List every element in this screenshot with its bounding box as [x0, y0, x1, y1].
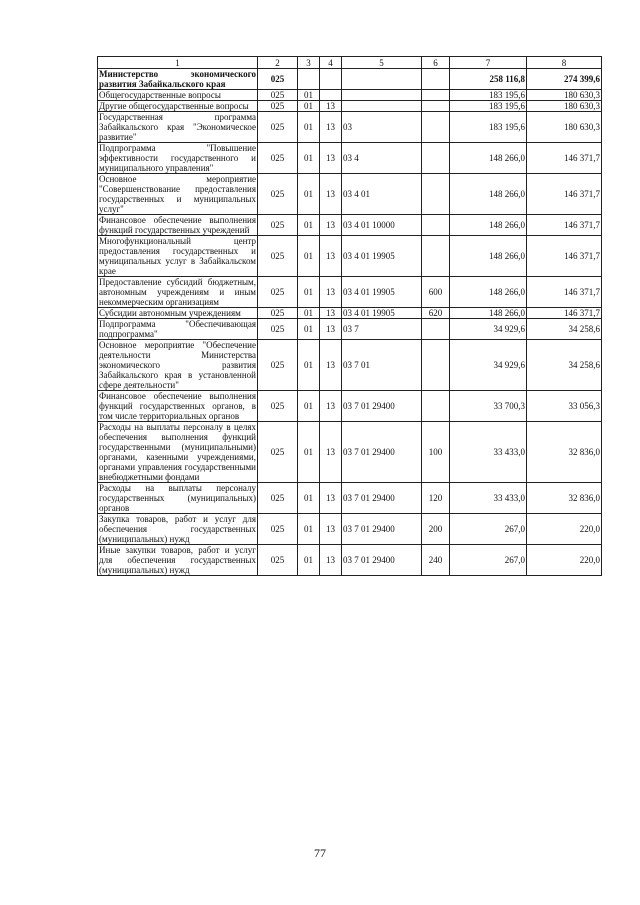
- target-article-cell: 03 4 01 19905: [342, 277, 422, 308]
- amount-year2-cell: 146 371,7: [527, 174, 602, 215]
- admin-code-cell: 025: [258, 422, 298, 483]
- subsection-code-cell: 13: [320, 340, 342, 391]
- section-code-cell: 01: [298, 112, 320, 143]
- admin-code-cell: 025: [258, 514, 298, 545]
- row-name-cell: Министерство экономического развития Забайкальского края: [99, 69, 256, 89]
- admin-code-cell: 025: [258, 545, 298, 576]
- table-row: [98, 90, 602, 101]
- row-name-cell: Расходы на выплаты персоналу государственных (муниципальных) органов: [99, 483, 256, 513]
- row-name-cell: Подпрограмма "Обеспечивающая подпрограмма": [99, 319, 256, 339]
- section-code-cell: 01: [298, 340, 320, 391]
- amount-year1-cell: 267,0: [450, 514, 527, 545]
- subsection-code-cell: 13: [320, 101, 342, 112]
- subsection-code-cell: [320, 90, 342, 101]
- amount-year2-cell: 220,0: [527, 514, 602, 545]
- expense-type-cell: [422, 101, 450, 112]
- table-row: [98, 483, 602, 514]
- expense-type-cell: 600: [422, 277, 450, 308]
- target-article-cell: [342, 69, 422, 90]
- amount-year2-cell: 34 258,6: [527, 319, 602, 340]
- subsection-code-cell: 13: [320, 236, 342, 277]
- amount-year1-cell: 33 700,3: [450, 391, 527, 422]
- row-name-cell: Финансовое обеспечение выполнения функций государственных органов, в том числе территориальных органов: [99, 391, 256, 421]
- target-article-cell: 03 4 01: [342, 174, 422, 215]
- target-article-cell: 03 7 01: [342, 340, 422, 391]
- amount-year1-cell: 258 116,8: [450, 69, 527, 90]
- row-name-cell: Многофункциональный центр предоставления государственных и муниципальных услуг в Забайкальском крае: [99, 236, 256, 276]
- amount-year1-cell: 183 195,6: [450, 112, 527, 143]
- section-code-cell: 01: [298, 101, 320, 112]
- expense-type-cell: 620: [422, 308, 450, 319]
- subsection-code-cell: 13: [320, 112, 342, 143]
- amount-year2-cell: 33 056,3: [527, 391, 602, 422]
- subsection-code-cell: 13: [320, 277, 342, 308]
- table-row: [98, 174, 602, 215]
- target-article-cell: 03 4 01 10000: [342, 215, 422, 236]
- expense-type-cell: [422, 112, 450, 143]
- budget-table: [97, 56, 602, 576]
- target-article-cell: 03 7: [342, 319, 422, 340]
- expense-type-cell: [422, 90, 450, 101]
- amount-year1-cell: 148 266,0: [450, 143, 527, 174]
- section-code-cell: 01: [298, 143, 320, 174]
- subsection-code-cell: 13: [320, 174, 342, 215]
- amount-year2-cell: 180 630,3: [527, 90, 602, 101]
- row-name-cell: Подпрограмма "Повышение эффективности государственного и муниципального управления": [99, 143, 256, 173]
- amount-year1-cell: 34 929,6: [450, 319, 527, 340]
- amount-year1-cell: 33 433,0: [450, 422, 527, 483]
- amount-year2-cell: 34 258,6: [527, 340, 602, 391]
- table-row: [98, 277, 602, 308]
- section-code-cell: 01: [298, 422, 320, 483]
- amount-year1-cell: 34 929,6: [450, 340, 527, 391]
- subsection-code-cell: 13: [320, 545, 342, 576]
- admin-code-cell: 025: [258, 277, 298, 308]
- subsection-code-cell: 13: [320, 391, 342, 422]
- row-name-cell: Общегосударственные вопросы: [98, 90, 258, 101]
- amount-year2-cell: 32 836,0: [527, 422, 602, 483]
- header-cell: 3: [298, 57, 320, 69]
- row-name-cell: Субсидии автономным учреждениям: [98, 308, 258, 319]
- admin-code-cell: 025: [258, 174, 298, 215]
- table-row: [98, 422, 602, 483]
- section-code-cell: 01: [298, 391, 320, 422]
- page-number: 77: [314, 846, 326, 860]
- target-article-cell: 03 4: [342, 143, 422, 174]
- admin-code-cell: 025: [258, 90, 298, 101]
- expense-type-cell: [422, 69, 450, 90]
- header-cell: 5: [342, 57, 422, 69]
- target-article-cell: 03: [342, 112, 422, 143]
- table-row: [98, 545, 602, 576]
- subsection-code-cell: 13: [320, 308, 342, 319]
- target-article-cell: [342, 90, 422, 101]
- table-row: [98, 215, 602, 236]
- subsection-code-cell: 13: [320, 514, 342, 545]
- table-row: [98, 340, 602, 391]
- section-code-cell: 01: [298, 277, 320, 308]
- expense-type-cell: 120: [422, 483, 450, 514]
- target-article-cell: 03 7 01 29400: [342, 422, 422, 483]
- row-name-cell: Расходы на выплаты персоналу в целях обеспечения выполнения функций государственными (муниципальными) органами, казенными учреждениями, органами управления государственными внебюджетными фондами: [99, 422, 256, 482]
- expense-type-cell: [422, 215, 450, 236]
- amount-year1-cell: 33 433,0: [450, 483, 527, 514]
- table-row: [98, 69, 602, 90]
- amount-year1-cell: 148 266,0: [450, 215, 527, 236]
- amount-year1-cell: 183 195,6: [450, 101, 527, 112]
- admin-code-cell: 025: [258, 215, 298, 236]
- target-article-cell: 03 7 01 29400: [342, 514, 422, 545]
- row-name-cell: Иные закупки товаров, работ и услуг для обеспечения государственных (муниципальных) нужд: [99, 545, 256, 575]
- target-article-cell: 03 7 01 29400: [342, 545, 422, 576]
- table-row: [98, 514, 602, 545]
- subsection-code-cell: 13: [320, 422, 342, 483]
- admin-code-cell: 025: [258, 308, 298, 319]
- expense-type-cell: [422, 174, 450, 215]
- admin-code-cell: 025: [258, 69, 298, 90]
- admin-code-cell: 025: [258, 340, 298, 391]
- row-name-cell: Закупка товаров, работ и услуг для обеспечения государственных (муниципальных) нужд: [99, 514, 256, 544]
- amount-year1-cell: 267,0: [450, 545, 527, 576]
- expense-type-cell: 200: [422, 514, 450, 545]
- amount-year2-cell: 146 371,7: [527, 277, 602, 308]
- header-cell: 1: [98, 57, 258, 69]
- section-code-cell: 01: [298, 545, 320, 576]
- expense-type-cell: 100: [422, 422, 450, 483]
- amount-year2-cell: 146 371,7: [527, 236, 602, 277]
- amount-year1-cell: 183 195,6: [450, 90, 527, 101]
- expense-type-cell: [422, 340, 450, 391]
- admin-code-cell: 025: [258, 391, 298, 422]
- row-name-cell: Основное мероприятие "Совершенствование предоставления государственных и муниципальных услуг": [99, 174, 256, 214]
- expense-type-cell: [422, 391, 450, 422]
- row-name-cell: Другие общегосударственные вопросы: [98, 101, 258, 112]
- table-row: [98, 143, 602, 174]
- amount-year1-cell: 148 266,0: [450, 277, 527, 308]
- target-article-cell: 03 7 01 29400: [342, 391, 422, 422]
- table-row: [98, 391, 602, 422]
- header-cell: 7: [450, 57, 527, 69]
- admin-code-cell: 025: [258, 112, 298, 143]
- table-row: [98, 308, 602, 319]
- section-code-cell: 01: [298, 319, 320, 340]
- expense-type-cell: [422, 319, 450, 340]
- section-code-cell: 01: [298, 174, 320, 215]
- table-row: [98, 236, 602, 277]
- section-code-cell: 01: [298, 90, 320, 101]
- section-code-cell: 01: [298, 483, 320, 514]
- expense-type-cell: 240: [422, 545, 450, 576]
- subsection-code-cell: 13: [320, 319, 342, 340]
- subsection-code-cell: 13: [320, 215, 342, 236]
- header-cell: 6: [422, 57, 450, 69]
- target-article-cell: [342, 101, 422, 112]
- admin-code-cell: 025: [258, 101, 298, 112]
- amount-year2-cell: 180 630,3: [527, 101, 602, 112]
- amount-year2-cell: 146 371,7: [527, 308, 602, 319]
- section-code-cell: 01: [298, 215, 320, 236]
- admin-code-cell: 025: [258, 143, 298, 174]
- table-row: [98, 112, 602, 143]
- table-row: [98, 101, 602, 112]
- row-name-cell: Государственная программа Забайкальского края "Экономическое развитие": [99, 112, 256, 142]
- subsection-code-cell: [320, 69, 342, 90]
- section-code-cell: 01: [298, 514, 320, 545]
- target-article-cell: 03 4 01 19905: [342, 308, 422, 319]
- header-cell: 2: [258, 57, 298, 69]
- subsection-code-cell: 13: [320, 143, 342, 174]
- subsection-code-cell: 13: [320, 483, 342, 514]
- amount-year2-cell: 32 836,0: [527, 483, 602, 514]
- amount-year2-cell: 220,0: [527, 545, 602, 576]
- expense-type-cell: [422, 236, 450, 277]
- amount-year1-cell: 148 266,0: [450, 308, 527, 319]
- table-row: [98, 319, 602, 340]
- row-name-cell: Основное мероприятие "Обеспечение деятельности Министерства экономического развития Забайкальского края в установленной сфере деятельности": [99, 340, 256, 390]
- section-code-cell: [298, 69, 320, 90]
- admin-code-cell: 025: [258, 483, 298, 514]
- section-code-cell: 01: [298, 308, 320, 319]
- amount-year2-cell: 274 399,6: [527, 69, 602, 90]
- amount-year1-cell: 148 266,0: [450, 174, 527, 215]
- section-code-cell: 01: [298, 236, 320, 277]
- row-name-cell: Финансовое обеспечение выполнения функций государственных учреждений: [99, 215, 256, 235]
- target-article-cell: 03 4 01 19905: [342, 236, 422, 277]
- amount-year1-cell: 148 266,0: [450, 236, 527, 277]
- header-cell: 4: [320, 57, 342, 69]
- row-name-cell: Предоставление субсидий бюджетным, автономным учреждениям и иным некоммерческим организациям: [99, 277, 256, 307]
- expense-type-cell: [422, 143, 450, 174]
- amount-year2-cell: 180 630,3: [527, 112, 602, 143]
- amount-year2-cell: 146 371,7: [527, 215, 602, 236]
- amount-year2-cell: 146 371,7: [527, 143, 602, 174]
- header-cell: 8: [527, 57, 602, 69]
- target-article-cell: 03 7 01 29400: [342, 483, 422, 514]
- header-row: [98, 57, 602, 69]
- admin-code-cell: 025: [258, 236, 298, 277]
- admin-code-cell: 025: [258, 319, 298, 340]
